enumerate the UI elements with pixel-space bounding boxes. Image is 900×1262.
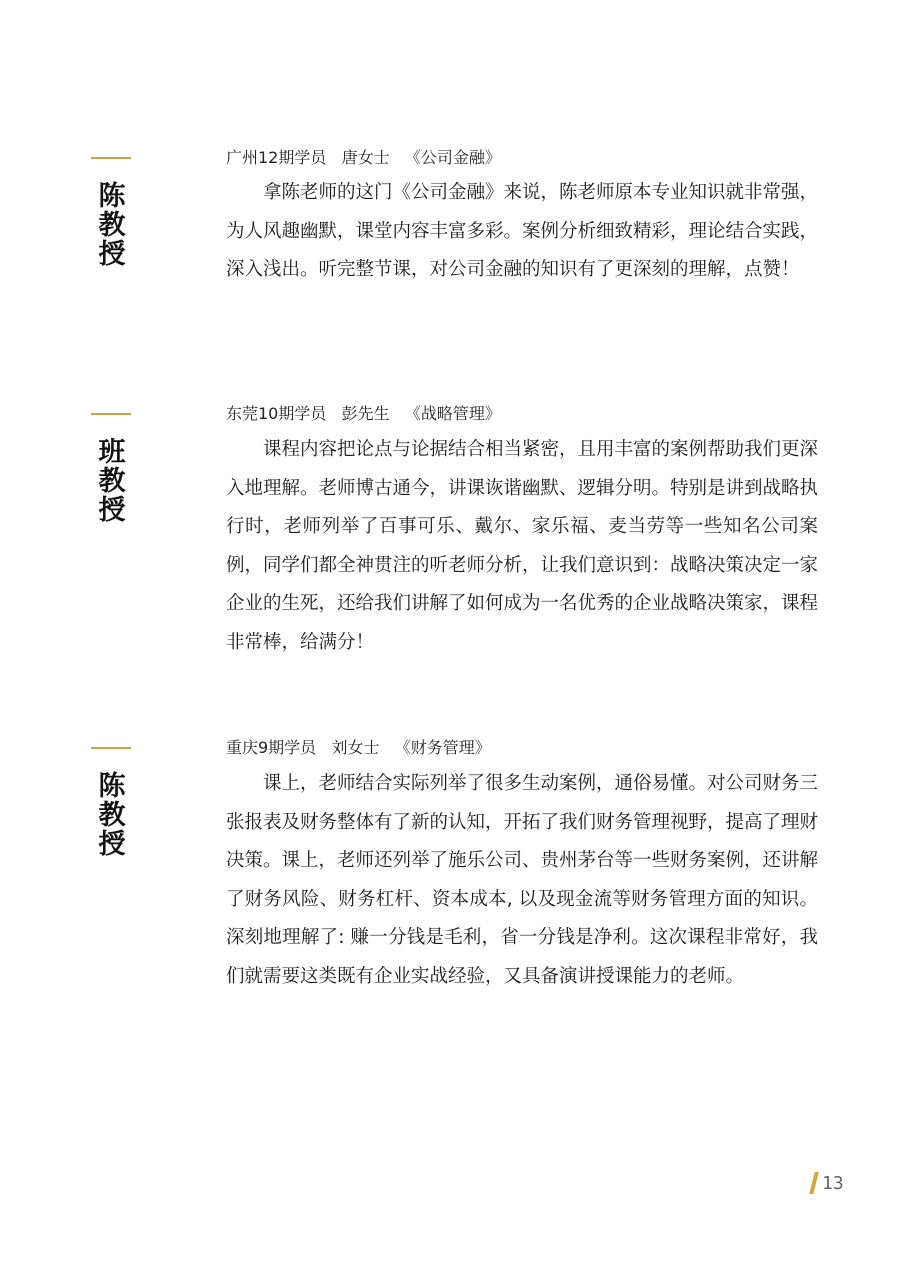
gold-divider: [91, 413, 131, 415]
testimonial-text: 拿陈老师的这门《公司金融》来说，陈老师原本专业知识就非常强，为人风趣幽默，课堂内容丰富多彩。案例分析细致精彩，理论结合实践，深入浅出。听完整节课，对公司金融的知识有了更深刻的理解，点赞！: [226, 182, 819, 280]
professor-name: 陈 教 授: [98, 181, 126, 270]
student-meta: 东莞10期学员 彭先生 《战略管理》: [226, 404, 501, 423]
page-number-label: 13: [822, 1172, 844, 1194]
testimonial-text: 课上，老师结合实际列举了很多生动案例，通俗易懂。对公司财务三张报表及财务整体有了新的认知，开拓了我们财务管理视野，提高了理财决策。课上，老师还列举了施乐公司、贵州茅台等一些财务案例，还讲解了财务风险、财务杠杆、资本成本, 以及现金流等财务管理方面的知识。深刻地理解了: 赚一分钱是毛利，省一分钱是净利。这次课程非常好，我们就需要这类既有企业实战经验，又具备演讲授课能力的老师。: [226, 773, 819, 987]
slash-accent: [809, 1172, 818, 1194]
student-meta: 广州12期学员 唐女士 《公司金融》: [226, 148, 501, 167]
professor-name: 陈 教 授: [98, 771, 126, 860]
page-number: [812, 1171, 844, 1195]
gold-divider: [91, 747, 131, 749]
testimonial-text: 课程内容把论点与论据结合相当紧密，且用丰富的案例帮助我们更深入地理解。老师博古通今，讲课诙谐幽默、逻辑分明。特别是讲到战略执行时，老师列举了百事可乐、戴尔、家乐福、麦当劳等一些知名公司案例，同学们都全神贯注的听老师分析，让我们意识到：战略决策决定一家企业的生死，还给我们讲解了如何成为一名优秀的企业战略决策家，课程非常棒，给满分！: [226, 439, 819, 653]
professor-name: 班 教 授: [98, 437, 126, 526]
gold-divider: [91, 157, 131, 159]
student-meta: 重庆9期学员 刘女士 《财务管理》: [226, 738, 491, 757]
